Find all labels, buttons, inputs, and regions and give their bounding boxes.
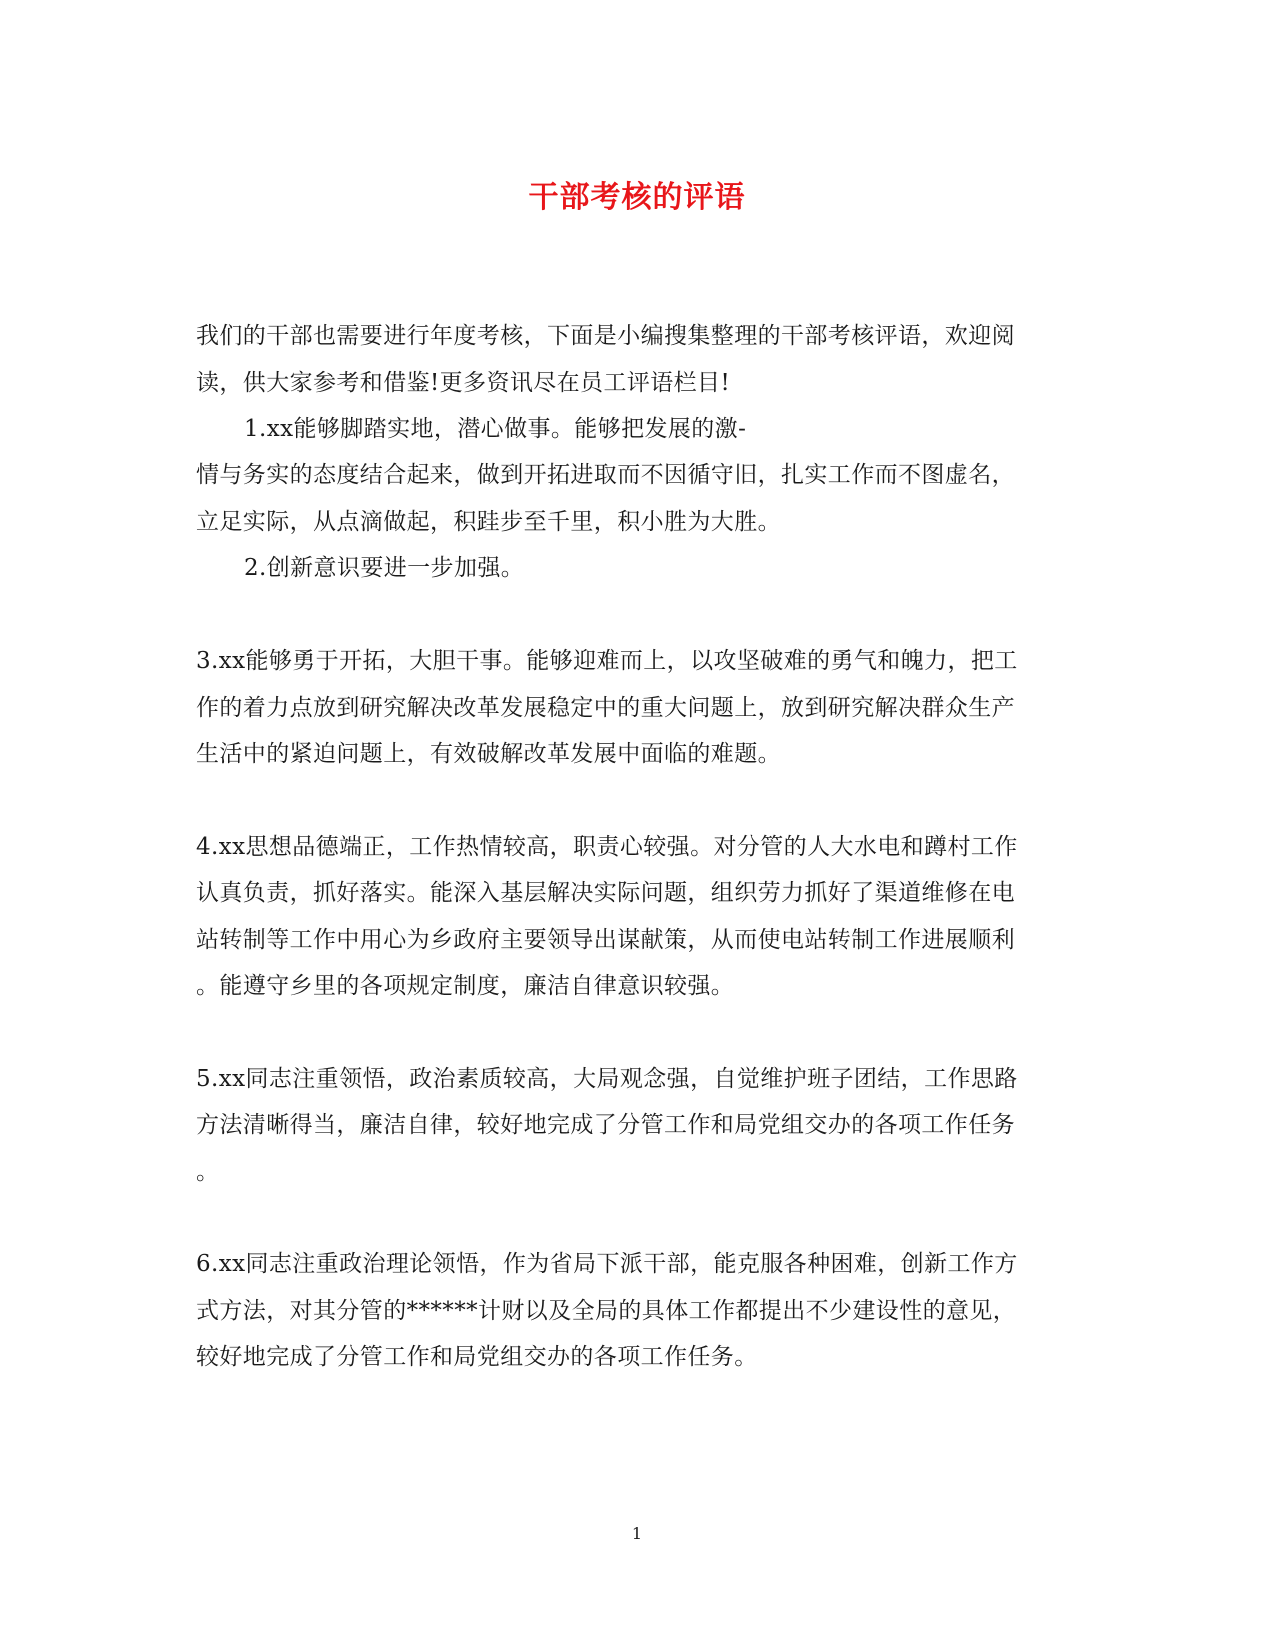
- paragraph-line: 。: [196, 1159, 220, 1185]
- paragraph-line: 认真负责，抓好落实。能深入基层解决实际问题，组织劳力抓好了渠道维修在电: [196, 880, 1015, 906]
- paragraph-line: 方法清晰得当，廉洁自律，较好地完成了分管工作和局党组交办的各项工作任务: [196, 1112, 1015, 1138]
- paragraph-line: 我们的干部也需要进行年度考核，下面是小编搜集整理的干部考核评语，欢迎阅: [196, 323, 1015, 349]
- paragraph-line: 读，供大家参考和借鉴!更多资讯尽在员工评语栏目!: [196, 370, 731, 396]
- paragraph-line: 立足实际，从点滴做起，积跬步至千里，积小胜为大胜。: [196, 509, 781, 535]
- paragraph-line: 式方法，对其分管的******计财以及全局的具体工作都提出不少建设性的意见，: [196, 1298, 1017, 1324]
- paragraph-line: 情与务实的态度结合起来，做到开拓进取而不因循守旧，扎实工作而不图虚名，: [196, 462, 1015, 488]
- paragraph-line: 。能遵守乡里的各项规定制度，廉洁自律意识较强。: [196, 973, 735, 999]
- paragraph-line: 5.xx同志注重领悟，政治素质较高，大局观念强，自觉维护班子团结，工作思路: [196, 1066, 1018, 1092]
- paragraph-line: 作的着力点放到研究解决改革发展稳定中的重大问题上，放到研究解决群众生产: [196, 695, 1015, 721]
- paragraph-line: 1.xx能够脚踏实地，潜心做事。能够把发展的激-: [244, 416, 747, 442]
- page-title: 干部考核的评语: [528, 180, 746, 215]
- paragraph-line: 站转制等工作中用心为乡政府主要领导出谋献策，从而使电站转制工作进展顺利: [196, 927, 1015, 953]
- page-number: 1: [631, 1524, 643, 1543]
- paragraph-line: 3.xx能够勇于开拓，大胆干事。能够迎难而上，以攻坚破难的勇气和魄力，把工: [196, 648, 1018, 674]
- paragraph-line: 6.xx同志注重政治理论领悟，作为省局下派干部，能克服各种困难，创新工作方: [196, 1251, 1018, 1277]
- paragraph-line: 4.xx思想品德端正，工作热情较高，职责心较强。对分管的人大水电和蹲村工作: [196, 834, 1018, 860]
- paragraph-line: 2.创新意识要进一步加强。: [244, 555, 525, 581]
- paragraph-line: 较好地完成了分管工作和局党组交办的各项工作任务。: [196, 1344, 758, 1370]
- paragraph-line: 生活中的紧迫问题上，有效破解改革发展中面临的难题。: [196, 741, 781, 767]
